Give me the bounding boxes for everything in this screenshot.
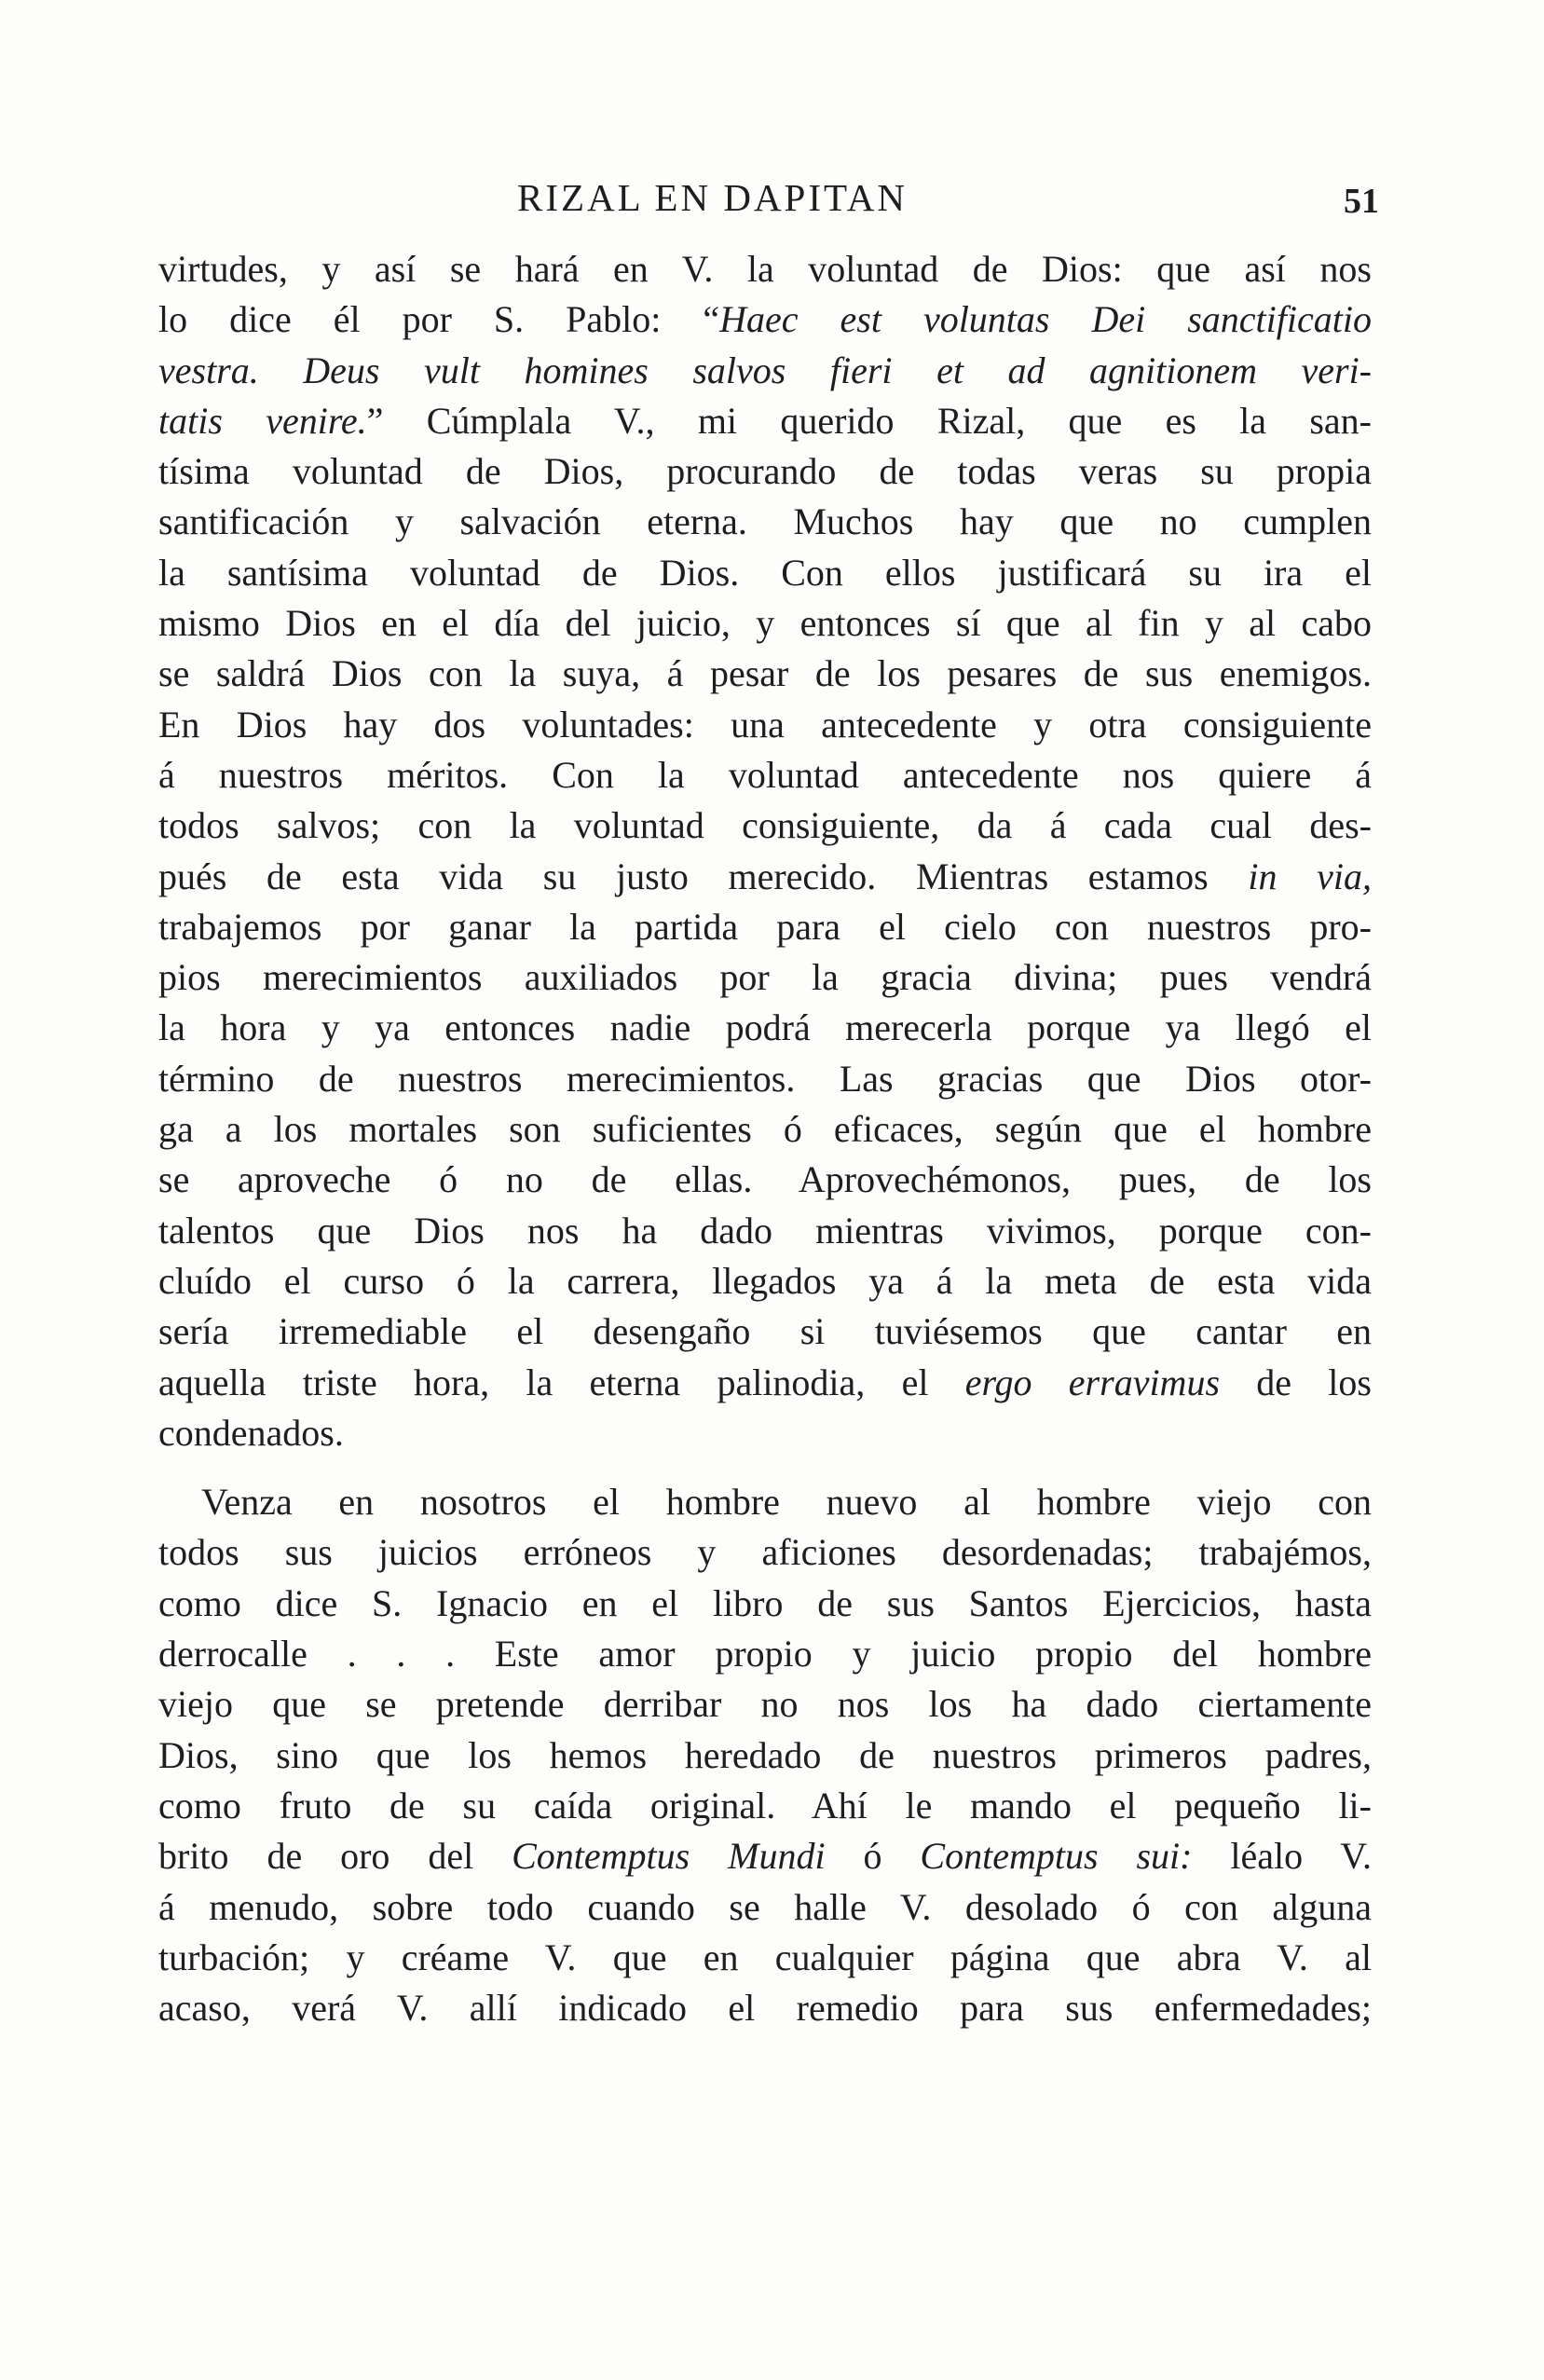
text-line: se saldrá Dios con la suya, á pesar de los pesares de sus enemigos. [158,652,1372,695]
latin-quote: vestra. Deus vult homines salvos fieri et ad agnitionem veri- [158,349,1372,391]
text-line: talentos que Dios nos ha dado mientras vivimos, porque con- [158,1209,1372,1252]
running-head [163,175,1379,231]
text-line: á menudo, sobre todo cuando se halle V. desolado ó con alguna [158,1885,1372,1928]
text-line: turbación; y créame V. que en cualquier página que abra V. al [158,1935,1372,1978]
text-line: se aproveche ó no de ellas. Aprovechémonos, pues, de los [158,1158,1372,1201]
text-span: ó [825,1835,921,1878]
text-line: como dice S. Ignacio en el libro de sus Santos Ejercicios, hasta [158,1581,1372,1624]
book-title: Contemptus Mundi [512,1835,826,1878]
book-title: Contemptus sui: [920,1835,1193,1878]
text-line: trabajemos por ganar la partida para el cielo con nuestros pro- [158,905,1372,948]
text-line: la santísima voluntad de Dios. Con ellos justificará su ira el [158,551,1372,594]
text-line: la hora y ya entonces nadie podrá merecerla porque ya llegó el [158,1006,1372,1049]
text-line [158,852,1372,902]
text-line [158,1358,1372,1408]
text-line: condenados. [158,1411,344,1454]
text-line [158,294,1372,345]
text-span: lo dice él por S. Pablo: “ [158,298,720,341]
latin-phrase: in via, [1248,855,1372,897]
text-span: de los [1220,1361,1372,1403]
latin-phrase: ergo erravimus [964,1361,1221,1403]
text-line: á nuestros méritos. Con la voluntad antecedente nos quiere á [158,753,1372,796]
text-line: como fruto de su caída original. Ahí le mando el pequeño li- [158,1784,1372,1826]
text-span: ” Cúmplala V., mi querido Rizal, que es la san- [366,399,1372,442]
text-span: aquella triste hora, la eterna palinodia, el [158,1361,965,1403]
text-line: tísima voluntad de Dios, procurando de todas veras su propia [158,450,1372,493]
paragraph-gap [158,1458,1372,1477]
text-line [158,396,1372,446]
text-line: Dios, sino que los hemos heredado de nuestros primeros padres, [158,1733,1372,1776]
text-line: acaso, verá V. allí indicado el remedio para sus enfermedades; [158,1987,1372,2030]
paragraph-1 [158,244,1372,1458]
text-line: En Dios hay dos voluntades: una antecedente y otra consiguiente [158,703,1372,745]
text-span: pués de esta vida su justo merecido. Mientras estamos [158,855,1249,897]
text-line: viejo que se pretende derribar no nos los ha dado ciertamente [158,1683,1372,1726]
text-line: ga a los mortales son suficientes ó eficaces, según que el hombre [158,1108,1372,1151]
paragraph-2 [158,1477,1372,2033]
text-line: virtudes, y así se hará en V. la voluntad de Dios: que así nos [158,248,1372,290]
text-line [158,1831,1372,1881]
text-line: pios merecimientos auxiliados por la gracia divina; pues vendrá [158,956,1372,999]
body-text [158,244,1372,2033]
text-line: sería irremediable el desengaño si tuviésemos que cantar en [158,1310,1372,1353]
latin-quote: tatis venire. [158,399,367,442]
text-line [158,346,1372,396]
latin-quote: Haec est voluntas Dei sanctificatio [719,298,1372,341]
text-line: término de nuestros merecimientos. Las gracias que Dios otor- [158,1057,1372,1100]
page-number: 51 [1344,182,1379,221]
text-span: léalo V. [1192,1835,1373,1878]
running-title: RIZAL EN DAPITAN [517,176,908,219]
text-span: brito de oro del [158,1835,512,1878]
text-line: todos sus juicios erróneos y aficiones desordenadas; trabajémos, [158,1531,1372,1574]
text-line: Venza en nosotros el hombre nuevo al hombre viejo con [201,1481,1372,1524]
text-line: cluído el curso ó la carrera, llegados ya á la meta de esta vida [158,1259,1372,1302]
text-line: derrocalle . . . Este amor propio y juicio propio del hombre [158,1633,1372,1676]
text-line: todos salvos; con la voluntad consiguiente, da á cada cual des- [158,804,1372,847]
text-line: mismo Dios en el día del juicio, y entonces sí que al fin y al cabo [158,602,1372,645]
text-line: santificación y salvación eterna. Muchos hay que no cumplen [158,500,1372,543]
